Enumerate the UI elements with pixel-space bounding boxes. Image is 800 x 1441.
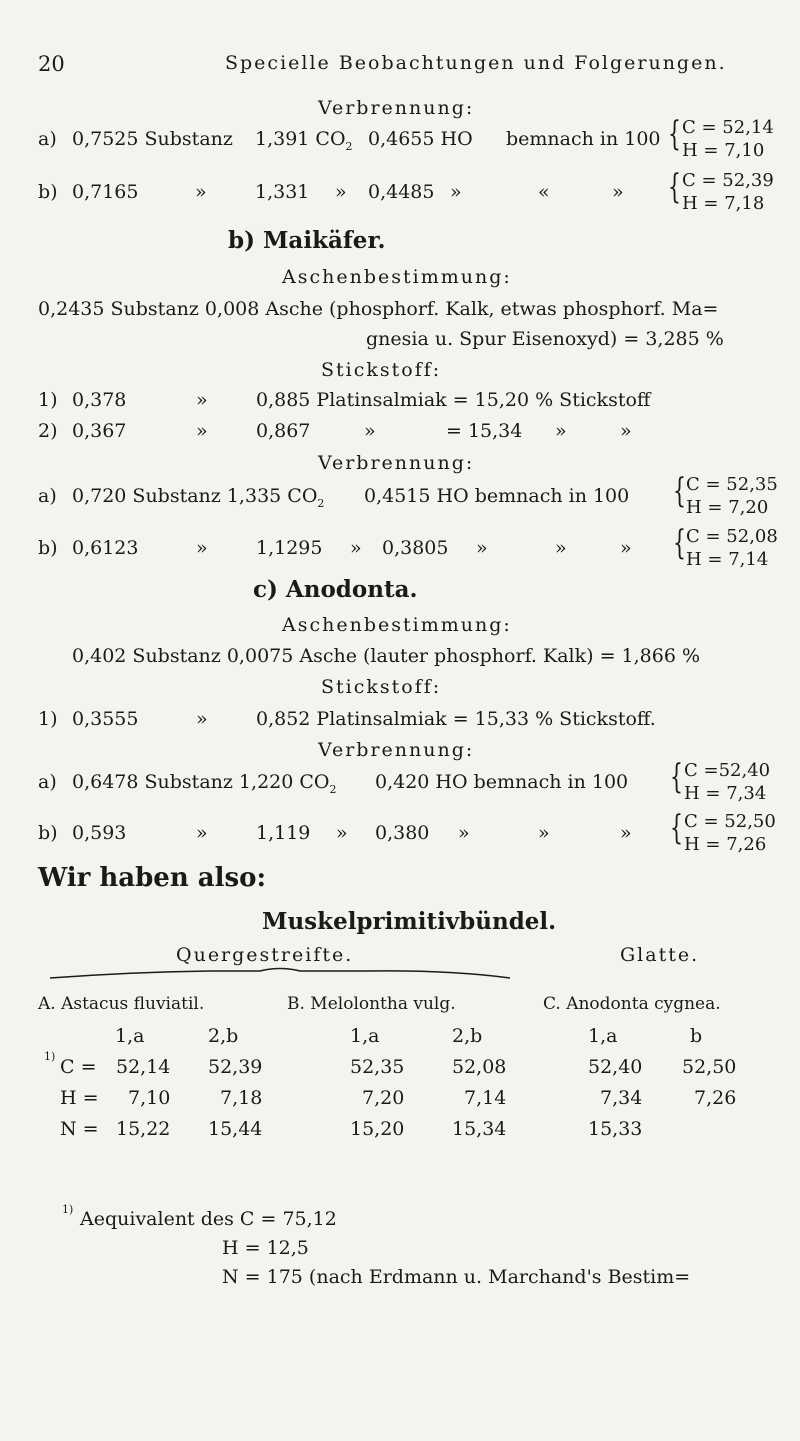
footnote-line3: N = 175 (nach Erdmann u. Marchand's Bestim=: [222, 1266, 691, 1288]
ditto-mark: »: [555, 537, 567, 559]
sec2-b-co2: 1,1295: [256, 537, 323, 559]
ditto-mark: »: [196, 537, 208, 559]
sec1-a-h: H = 7,10: [682, 140, 765, 161]
table-row-footnote-mark: 1): [44, 1050, 56, 1063]
ditto-mark: »: [335, 181, 347, 203]
ditto-mark: »: [538, 822, 550, 844]
stickstoff-heading: Stickstoff:: [321, 359, 442, 381]
ditto-mark: »: [450, 181, 462, 203]
sec1-b-c: C = 52,39: [682, 170, 774, 191]
footnote-mark: 1): [62, 1203, 74, 1216]
table-subcol: 2,b: [452, 1025, 483, 1047]
brace-icon: {: [670, 808, 683, 848]
sec3-b-co2: 1,119: [256, 822, 311, 844]
sec2-s1-value: 0,885 Platinsalmiak = 15,20 % Stickstoff: [256, 389, 651, 411]
footnote-line1: Aequivalent des C = 75,12: [80, 1208, 337, 1230]
sec3-a-label: a): [38, 771, 57, 793]
table-row-label: N =: [60, 1118, 99, 1140]
table-cell: 7,18: [220, 1087, 263, 1109]
sec2-asche-line1: 0,2435 Substanz 0,008 Asche (phosphorf. Kalk, etwas phosphorf. Ma=: [38, 298, 719, 320]
sec1-a-co2: 1,391 $CO_2$: [255, 128, 353, 153]
sec2-b-ho: 0,3805: [382, 537, 449, 559]
sec2-b-label: b): [38, 537, 58, 559]
section-title-maikaefer: b) Maikäfer.: [228, 227, 386, 254]
summary-heading: Wir haben also:: [38, 863, 267, 893]
ditto-mark: »: [620, 537, 632, 559]
brace-icon: {: [668, 114, 681, 154]
running-title: Specielle Beobachtungen und Folgerungen.: [225, 52, 727, 74]
quergestreifte-label: Quergestreifte.: [176, 944, 354, 966]
brace-icon: {: [670, 757, 683, 797]
sec1-b-co2: 1,331: [255, 181, 310, 203]
page-number: 20: [38, 52, 65, 76]
table-cell: 15,44: [208, 1118, 263, 1140]
table-cell: 7,34: [600, 1087, 643, 1109]
table-col-header: A. Astacus fluviatil.: [38, 994, 205, 1014]
table-cell: 15,33: [588, 1118, 643, 1140]
table-cell: 15,22: [116, 1118, 171, 1140]
sec3-b-h: H = 7,26: [684, 834, 767, 855]
sec2-s2-substance: 0,367: [72, 420, 127, 442]
decorative-rule: [50, 966, 510, 980]
table-row-label: H =: [60, 1087, 99, 1109]
sec3-s1-substance: 0,3555: [72, 708, 139, 730]
table-cell: 52,08: [452, 1056, 507, 1078]
sec2-a-ho: 0,4515 HO bemnach in 100: [364, 485, 630, 507]
sec3-asche-line: 0,402 Substanz 0,0075 Asche (lauter phosphorf. Kalk) = 1,866 %: [72, 645, 701, 667]
table-subcol: b: [690, 1025, 703, 1047]
table-cell: 52,50: [682, 1056, 737, 1078]
glatte-label: Glatte.: [620, 944, 700, 966]
brace-icon: {: [673, 523, 686, 563]
ditto-mark: »: [555, 420, 567, 442]
ditto-mark: »: [364, 420, 376, 442]
verbrennung-heading: Verbrennung:: [318, 97, 475, 119]
sec2-s2-value: 0,867: [256, 420, 311, 442]
ditto-mark: »: [458, 822, 470, 844]
table-cell: 52,39: [208, 1056, 263, 1078]
ditto-mark: »: [196, 389, 208, 411]
table-row-label: C =: [60, 1056, 97, 1078]
sec3-a-c: C =52,40: [684, 760, 771, 781]
aschenbestimmung-heading: Aschenbestimmung:: [282, 614, 512, 636]
sec3-b-c: C = 52,50: [684, 811, 776, 832]
sec2-a-c: C = 52,35: [686, 474, 778, 495]
sec2-a-label: a): [38, 485, 57, 507]
table-cell: 7,10: [128, 1087, 171, 1109]
sec3-a-h: H = 7,34: [684, 783, 767, 804]
sec3-b-label: b): [38, 822, 58, 844]
ditto-mark: »: [620, 420, 632, 442]
verbrennung-heading: Verbrennung:: [318, 739, 475, 761]
ditto-mark: »: [350, 537, 362, 559]
sec1-a-ho: 0,4655 HO: [368, 128, 473, 150]
sec3-b-substance: 0,593: [72, 822, 127, 844]
sec2-a-text: 0,720 Substanz 1,335 $CO_2$: [72, 485, 325, 510]
ditto-mark: »: [620, 822, 632, 844]
sec1-a-substance: 0,7525 Substanz: [72, 128, 233, 150]
sec3-s1-label: 1): [38, 708, 58, 730]
table-cell: 7,26: [694, 1087, 737, 1109]
ditto-mark: «: [538, 181, 550, 203]
sec2-b-h: H = 7,14: [686, 549, 769, 570]
table-cell: 7,20: [362, 1087, 405, 1109]
table-cell: 15,34: [452, 1118, 507, 1140]
sec2-asche-line2: gnesia u. Spur Eisenoxyd) = 3,285 %: [366, 328, 724, 350]
table-subcol: 1,a: [115, 1025, 145, 1047]
section-title-anodonta: c) Anodonta.: [253, 576, 418, 603]
sec2-b-substance: 0,6123: [72, 537, 139, 559]
table-subcol: 1,a: [350, 1025, 380, 1047]
ditto-mark: »: [196, 822, 208, 844]
ditto-mark: »: [196, 420, 208, 442]
stickstoff-heading: Stickstoff:: [321, 676, 442, 698]
footnote-line2: H = 12,5: [222, 1237, 309, 1259]
table-col-header: C. Anodonta cygnea.: [543, 994, 721, 1014]
summary-subheading: Muskelprimitivbündel.: [262, 908, 557, 935]
table-cell: 7,14: [464, 1087, 507, 1109]
sec2-b-c: C = 52,08: [686, 526, 778, 547]
table-cell: 52,14: [116, 1056, 171, 1078]
sec1-b-substance: 0,7165: [72, 181, 139, 203]
sec1-a-demnach: bemnach in 100: [506, 128, 661, 150]
ditto-mark: »: [196, 708, 208, 730]
table-subcol: 1,a: [588, 1025, 618, 1047]
sec2-a-h: H = 7,20: [686, 497, 769, 518]
sec3-b-ho: 0,380: [375, 822, 430, 844]
ditto-mark: »: [195, 181, 207, 203]
sec1-b-ho: 0,4485: [368, 181, 435, 203]
table-subcol: 2,b: [208, 1025, 239, 1047]
aschenbestimmung-heading: Aschenbestimmung:: [282, 266, 512, 288]
sec3-a-ho: 0,420 HO bemnach in 100: [375, 771, 629, 793]
sec2-s2-label: 2): [38, 420, 58, 442]
table-cell: 52,40: [588, 1056, 643, 1078]
table-cell: 15,20: [350, 1118, 405, 1140]
sec1-a-label: a): [38, 128, 57, 150]
table-cell: 52,35: [350, 1056, 405, 1078]
brace-icon: {: [668, 167, 681, 207]
ditto-mark: »: [612, 181, 624, 203]
sec2-s1-label: 1): [38, 389, 58, 411]
sec1-b-label: b): [38, 181, 58, 203]
sec3-s1-value: 0,852 Platinsalmiak = 15,33 % Stickstoff.: [256, 708, 656, 730]
ditto-mark: »: [476, 537, 488, 559]
brace-icon: {: [673, 471, 686, 511]
sec1-b-h: H = 7,18: [682, 193, 765, 214]
table-col-header: B. Melolontha vulg.: [287, 994, 456, 1014]
ditto-mark: »: [336, 822, 348, 844]
sec2-s1-substance: 0,378: [72, 389, 127, 411]
sec3-a-text: 0,6478 Substanz 1,220 $CO_2$: [72, 771, 337, 796]
verbrennung-heading: Verbrennung:: [318, 452, 475, 474]
sec2-s2-eq: = 15,34: [446, 420, 523, 442]
sec1-a-c: C = 52,14: [682, 117, 774, 138]
